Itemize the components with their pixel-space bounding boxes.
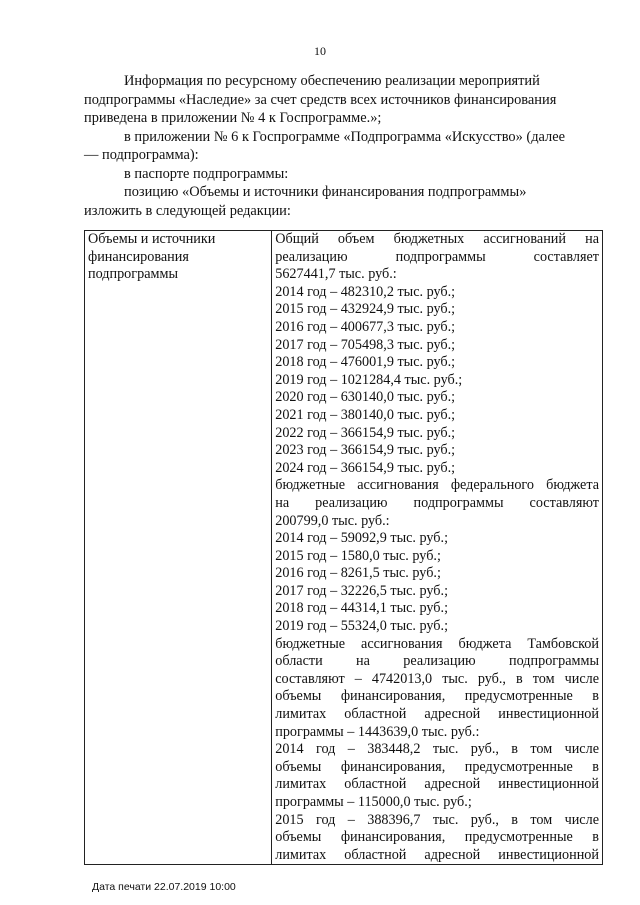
label-line: подпрограммы (88, 266, 178, 283)
label-cell (85, 231, 272, 865)
regional-line: лимитах областной адресной инвестиционной (275, 706, 599, 723)
regional-line: области на реализацию подпрограммы (275, 653, 599, 670)
intro-p1-line3: приведена в приложении № 4 к Госпрограмме.»; (84, 110, 382, 126)
federal-year-line: 2015 год – 1580,0 тыс. руб.; (275, 547, 441, 564)
intro-p1-line1: Информация по ресурсному обеспечению реализации мероприятий (124, 73, 540, 89)
year-line: 2015 год – 432924,9 тыс. руб.; (275, 301, 456, 318)
year-line: 2018 год – 476001,9 тыс. руб.; (275, 354, 456, 371)
federal-line: бюджетные ассигнования федерального бюджета (275, 477, 599, 494)
year-line: 2017 год – 705498,3 тыс. руб.; (275, 336, 456, 353)
regional-line: составляют – 4742013,0 тыс. руб., в том числе (275, 670, 599, 687)
regional-2014-line: 2014 год – 383448,2 тыс. руб., в том числе (275, 741, 599, 758)
federal-year-line: 2014 год – 59092,9 тыс. руб.; (275, 530, 449, 547)
intro-p2-line1: в приложении № 6 к Госпрограмме «Подпрограмма «Искусство» (далее (124, 128, 565, 145)
print-date: Дата печати 22.07.2019 10:00 (92, 881, 236, 893)
year-line: 2019 год – 1021284,4 тыс. руб.; (275, 371, 463, 388)
federal-line: 200799,0 тыс. руб.: (275, 512, 390, 529)
label-line: финансирования (88, 248, 189, 265)
year-line: 2016 год – 400677,3 тыс. руб.; (275, 318, 456, 335)
year-line: 2014 год – 482310,2 тыс. руб.; (275, 283, 456, 300)
regional-2014-line: объемы финансирования, предусмотренные в (275, 758, 599, 775)
federal-year-line: 2016 год – 8261,5 тыс. руб.; (275, 565, 441, 582)
year-line: 2021 год – 380140,0 тыс. руб.; (275, 406, 456, 423)
regional-2015-line: объемы финансирования, предусмотренные в (275, 829, 599, 846)
year-line: 2024 год – 366154,9 тыс. руб.; (275, 459, 456, 476)
regional-line: объемы финансирования, предусмотренные в (275, 688, 599, 705)
intro-p4-line2: изложить в следующей редакции: (84, 202, 291, 219)
page-number: 10 (314, 44, 326, 58)
regional-line: программы – 1443639,0 тыс. руб.: (275, 723, 480, 740)
intro-p4-line1: позицию «Объемы и источники финансирования подпрограммы» (124, 184, 527, 200)
total-line: 5627441,7 тыс. руб.: (275, 266, 397, 283)
content-cell (272, 231, 603, 865)
year-line: 2020 год – 630140,0 тыс. руб.; (275, 389, 456, 406)
intro-p2-line2: — подпрограмма): (84, 147, 199, 163)
year-line: 2023 год – 366154,9 тыс. руб.; (275, 442, 456, 459)
intro-p3: в паспорте подпрограммы: (124, 165, 289, 182)
intro-p1-line2: подпрограммы «Наследие» за счет средств всех источников финансирования (84, 91, 557, 108)
intro-text (84, 72, 600, 220)
total-line: Общий объем бюджетных ассигнований на (275, 231, 599, 247)
passport-table (84, 230, 603, 865)
regional-line: бюджетные ассигнования бюджета Тамбовской (275, 635, 599, 652)
regional-2014-line: лимитах областной адресной инвестиционной (275, 776, 599, 793)
total-line: реализацию подпрограммы составляет (275, 248, 599, 265)
regional-2015-line: 2015 год – 388396,7 тыс. руб., в том числе (275, 811, 599, 828)
regional-2015-line: лимитах областной адресной инвестиционной (275, 846, 599, 863)
federal-year-line: 2017 год – 32226,5 тыс. руб.; (275, 582, 449, 599)
table-row (85, 231, 603, 865)
federal-line: на реализацию подпрограммы составляют (275, 494, 599, 511)
federal-year-line: 2018 год – 44314,1 тыс. руб.; (275, 600, 449, 617)
federal-year-line: 2019 год – 55324,0 тыс. руб.; (275, 618, 449, 635)
label-line: Объемы и источники (88, 231, 216, 247)
year-line: 2022 год – 366154,9 тыс. руб.; (275, 424, 456, 441)
regional-2014-line: программы – 115000,0 тыс. руб.; (275, 794, 472, 810)
